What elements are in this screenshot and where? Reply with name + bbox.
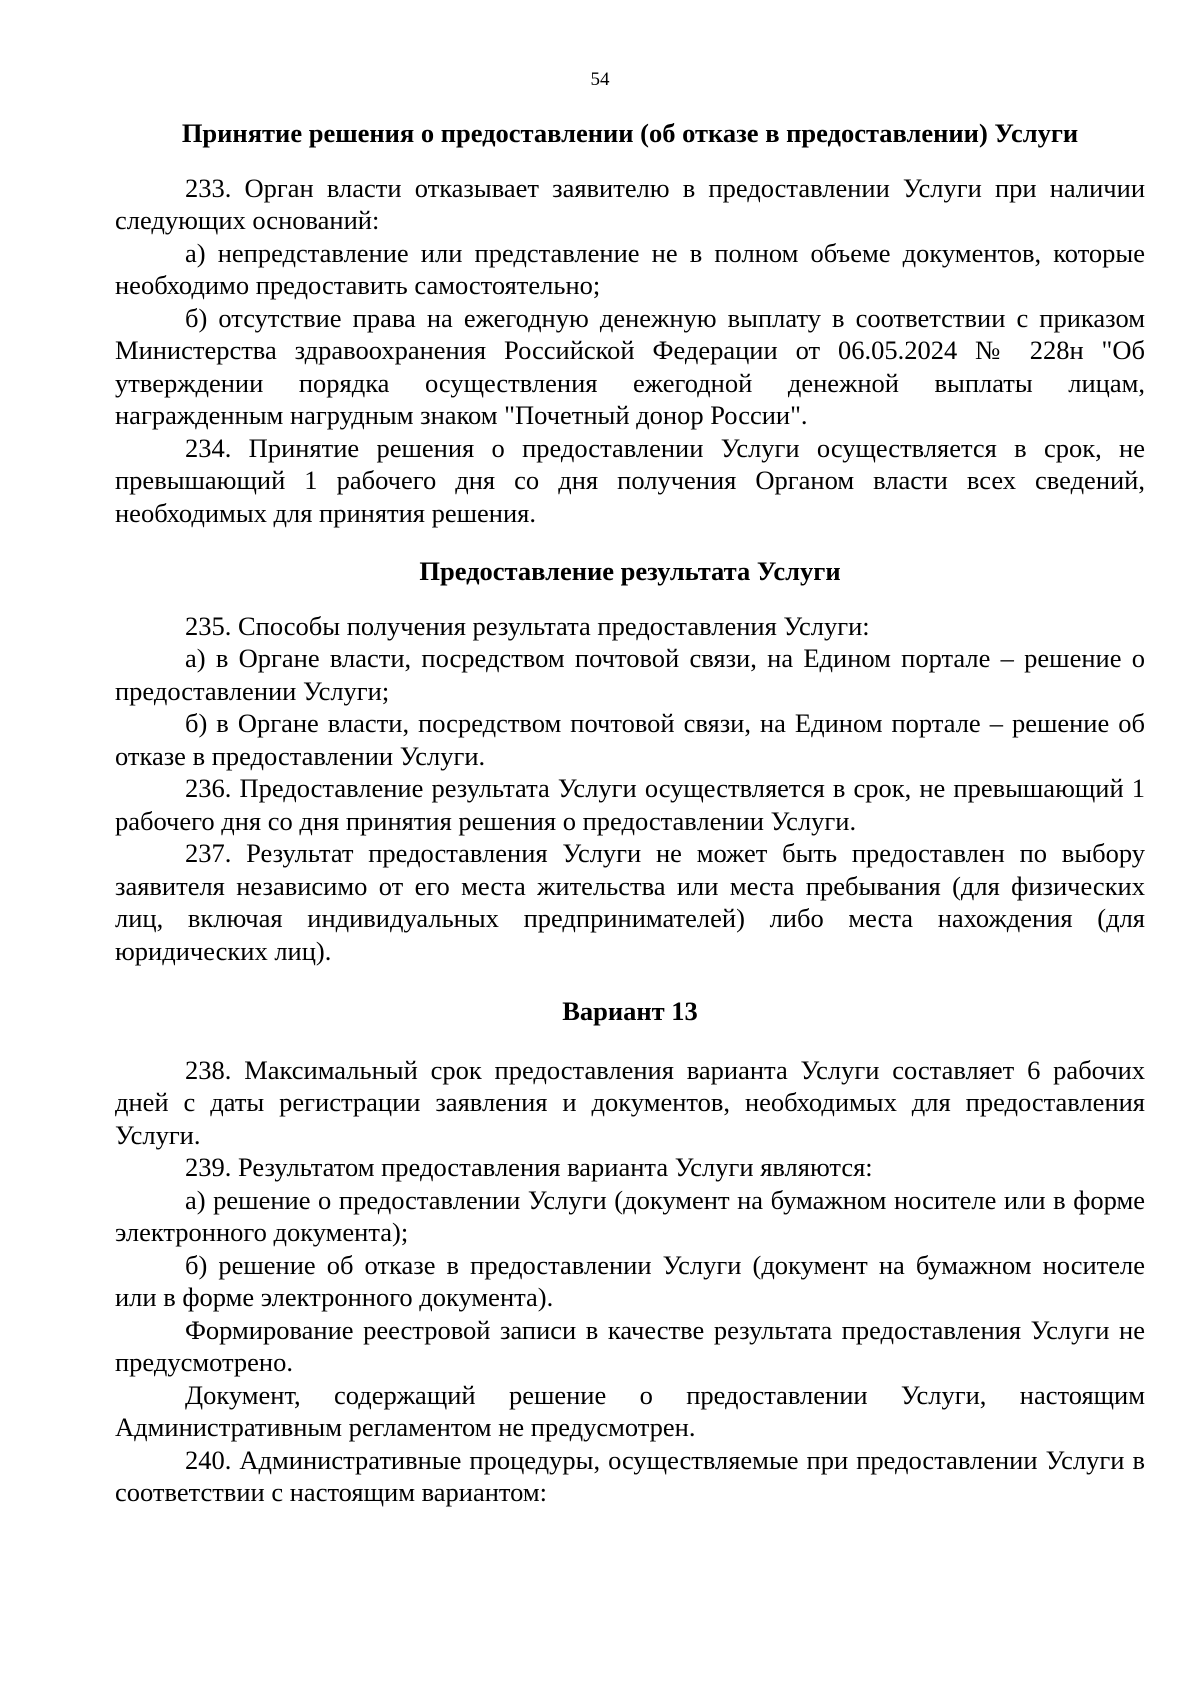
paragraph-239: 239. Результатом предоставления варианта Услуги являются: <box>185 1152 873 1182</box>
section-heading-decision: Принятие решения о предоставлении (об отказе в предоставлении) Услуги <box>181 118 1079 148</box>
paragraph-235-a: а) в Органе власти, посредством почтовой связи, на Едином портале – решение о предоставлении Услуги; <box>115 643 1145 706</box>
paragraph-registry-note: Формирование реестровой записи в качестве результата предоставления Услуги не предусмотрено. <box>115 1314 1145 1377</box>
paragraph-240: 240. Административные процедуры, осуществляемые при предоставлении Услуги в соответствии с настоящим вариантом: <box>115 1444 1145 1507</box>
paragraph-239-b: б) решение об отказе в предоставлении Услуги (документ на бумажном носителе или в форме электронного документа). <box>115 1249 1145 1312</box>
paragraph-237: 237. Результат предоставления Услуги не может быть предоставлен по выбору заявителя независимо от его места жительства или места пребывания (для физических лиц, включая индивидуальных предпринимателей) либо места нахождения (для юридических лиц). <box>115 838 1145 966</box>
paragraph-234: 234. Принятие решения о предоставлении Услуги осуществляется в срок, не превышающий 1 рабочего дня со дня получения Органом власти всех сведений, необходимых для принятия решения. <box>115 432 1145 528</box>
section-heading-result: Предоставление результата Услуги <box>419 556 841 586</box>
section-heading-variant-13: Вариант 13 <box>562 996 698 1026</box>
paragraph-233-b: б) отсутствие права на ежегодную денежную выплату в соответствии с приказом Министерства здравоохранения Российской Федерации от 06.05.2024 № 228н "Об утверждении порядка осуществления ежегодной денежной выплаты лицам, награжденным нагрудным знаком "Почетный донор России". <box>115 302 1145 430</box>
paragraph-235-b: б) в Органе власти, посредством почтовой связи, на Едином портале – решение об отказе в предоставлении Услуги. <box>115 708 1145 771</box>
paragraph-238: 238. Максимальный срок предоставления варианта Услуги составляет 6 рабочих дней с даты регистрации заявления и документов, необходимых для предоставления Услуги. <box>115 1054 1145 1150</box>
paragraph-235: 235. Способы получения результата предоставления Услуги: <box>185 610 870 641</box>
paragraph-233: 233. Орган власти отказывает заявителю в предоставлении Услуги при наличии следующих оснований: <box>115 172 1145 235</box>
paragraph-236: 236. Предоставление результата Услуги осуществляется в срок, не превышающий 1 рабочего дня со дня принятия решения о предоставлении Услуги. <box>115 773 1145 836</box>
paragraph-233-a: а) непредставление или представление не в полном объеме документов, которые необходимо предоставить самостоятельно; <box>115 237 1145 300</box>
document-body <box>115 117 1145 1509</box>
paragraph-239-a: а) решение о предоставлении Услуги (документ на бумажном носителе или в форме электронного документа); <box>115 1184 1145 1247</box>
page-number: 54 <box>590 69 610 90</box>
paragraph-document-note: Документ, содержащий решение о предоставлении Услуги, настоящим Административным регламентом не предусмотрен. <box>115 1379 1145 1442</box>
